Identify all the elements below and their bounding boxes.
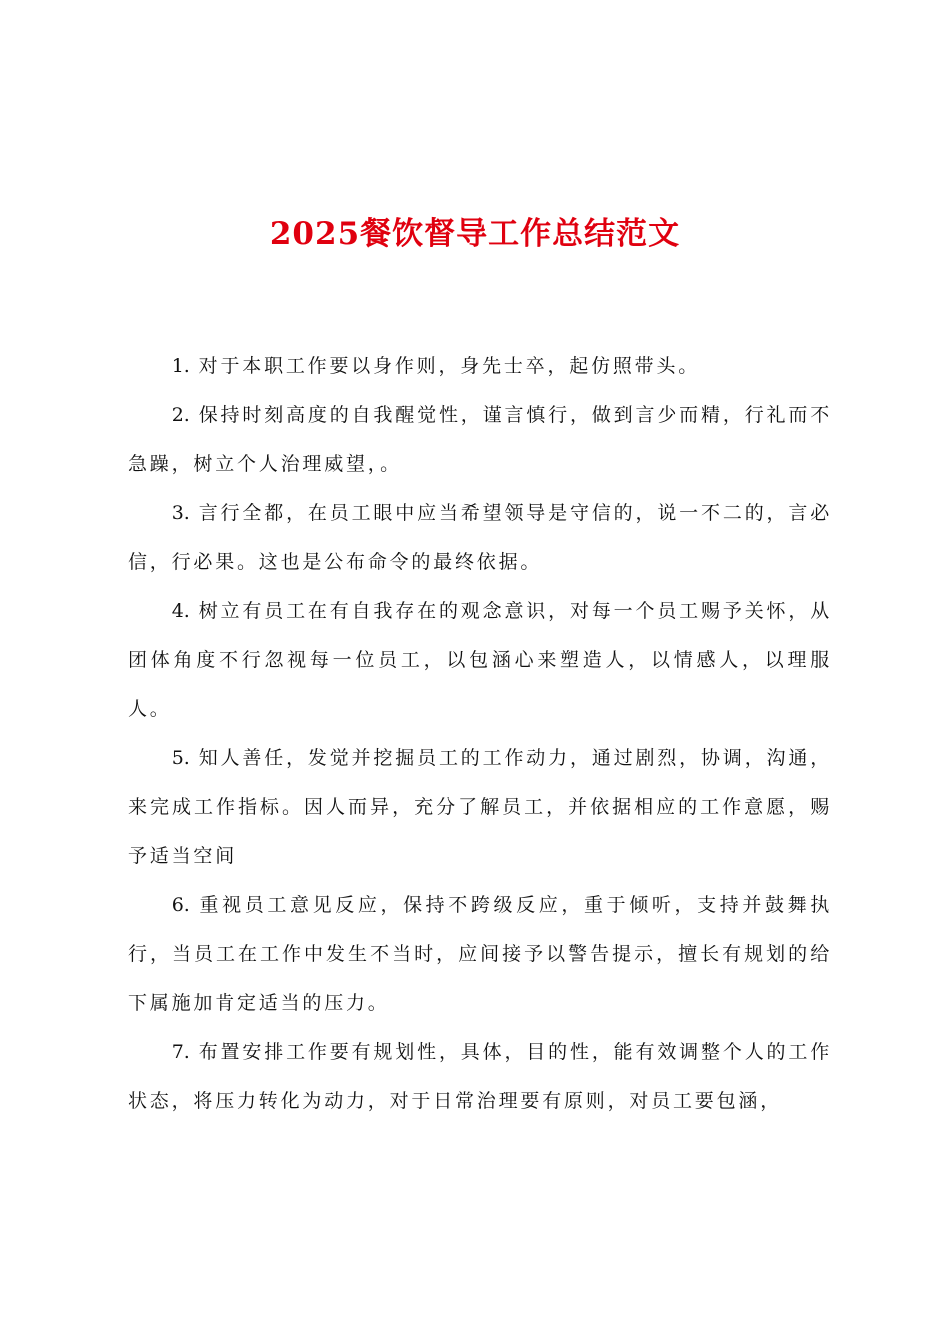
paragraph-text: 保持时刻高度的自我醒觉性，谨言慎行，做到言少而精，行礼而不急躁，树立个人治理威望，。 [128,404,833,475]
paragraph-5 [128,734,832,881]
paragraph-number: 1. [171,355,190,377]
paragraph-number: 4. [171,600,190,622]
paragraph-text: 树立有员工在有自我存在的观念意识，对每一个员工赐予关怀，从团体角度不行忽视每一位员工，以包涵心来塑造人，以情感人，以理服人。 [128,600,833,720]
document-title: 2025餐饮督导工作总结范文 [269,216,681,252]
paragraph-6 [128,881,832,1028]
paragraph-number: 7. [171,1041,190,1063]
paragraph-text: 知人善任，发觉并挖掘员工的工作动力，通过剧烈，协调，沟通，来完成工作指标。因人而异，充分了解员工，并依据相应的工作意愿，赐予适当空间 [128,747,833,867]
paragraph-2 [128,391,832,489]
paragraph-number: 3. [171,502,190,524]
document-body [128,342,832,1126]
paragraph-text: 言行全都，在员工眼中应当希望领导是守信的，说一不二的，言必信，行必果。这也是公布命令的最终依据。 [128,502,833,573]
paragraph-7 [128,1028,832,1126]
paragraph-text: 对于本职工作要以身作则，身先士卒，起仿照带头。 [198,355,701,377]
paragraph-text: 重视员工意见反应，保持不跨级反应，重于倾听，支持并鼓舞执行，当员工在工作中发生不当时，应间接予以警告提示，擅长有规划的给下属施加肯定适当的压力。 [128,894,833,1014]
paragraph-number: 5. [171,747,190,769]
paragraph-text: 布置安排工作要有规划性，具体，目的性，能有效调整个人的工作状态，将压力转化为动力，对于日常治理要有原则，对员工要包涵， [128,1041,833,1112]
paragraph-number: 2. [171,404,190,426]
paragraph-1 [128,342,832,391]
paragraph-3 [128,489,832,587]
paragraph-4 [128,587,832,734]
paragraph-number: 6. [171,894,190,916]
